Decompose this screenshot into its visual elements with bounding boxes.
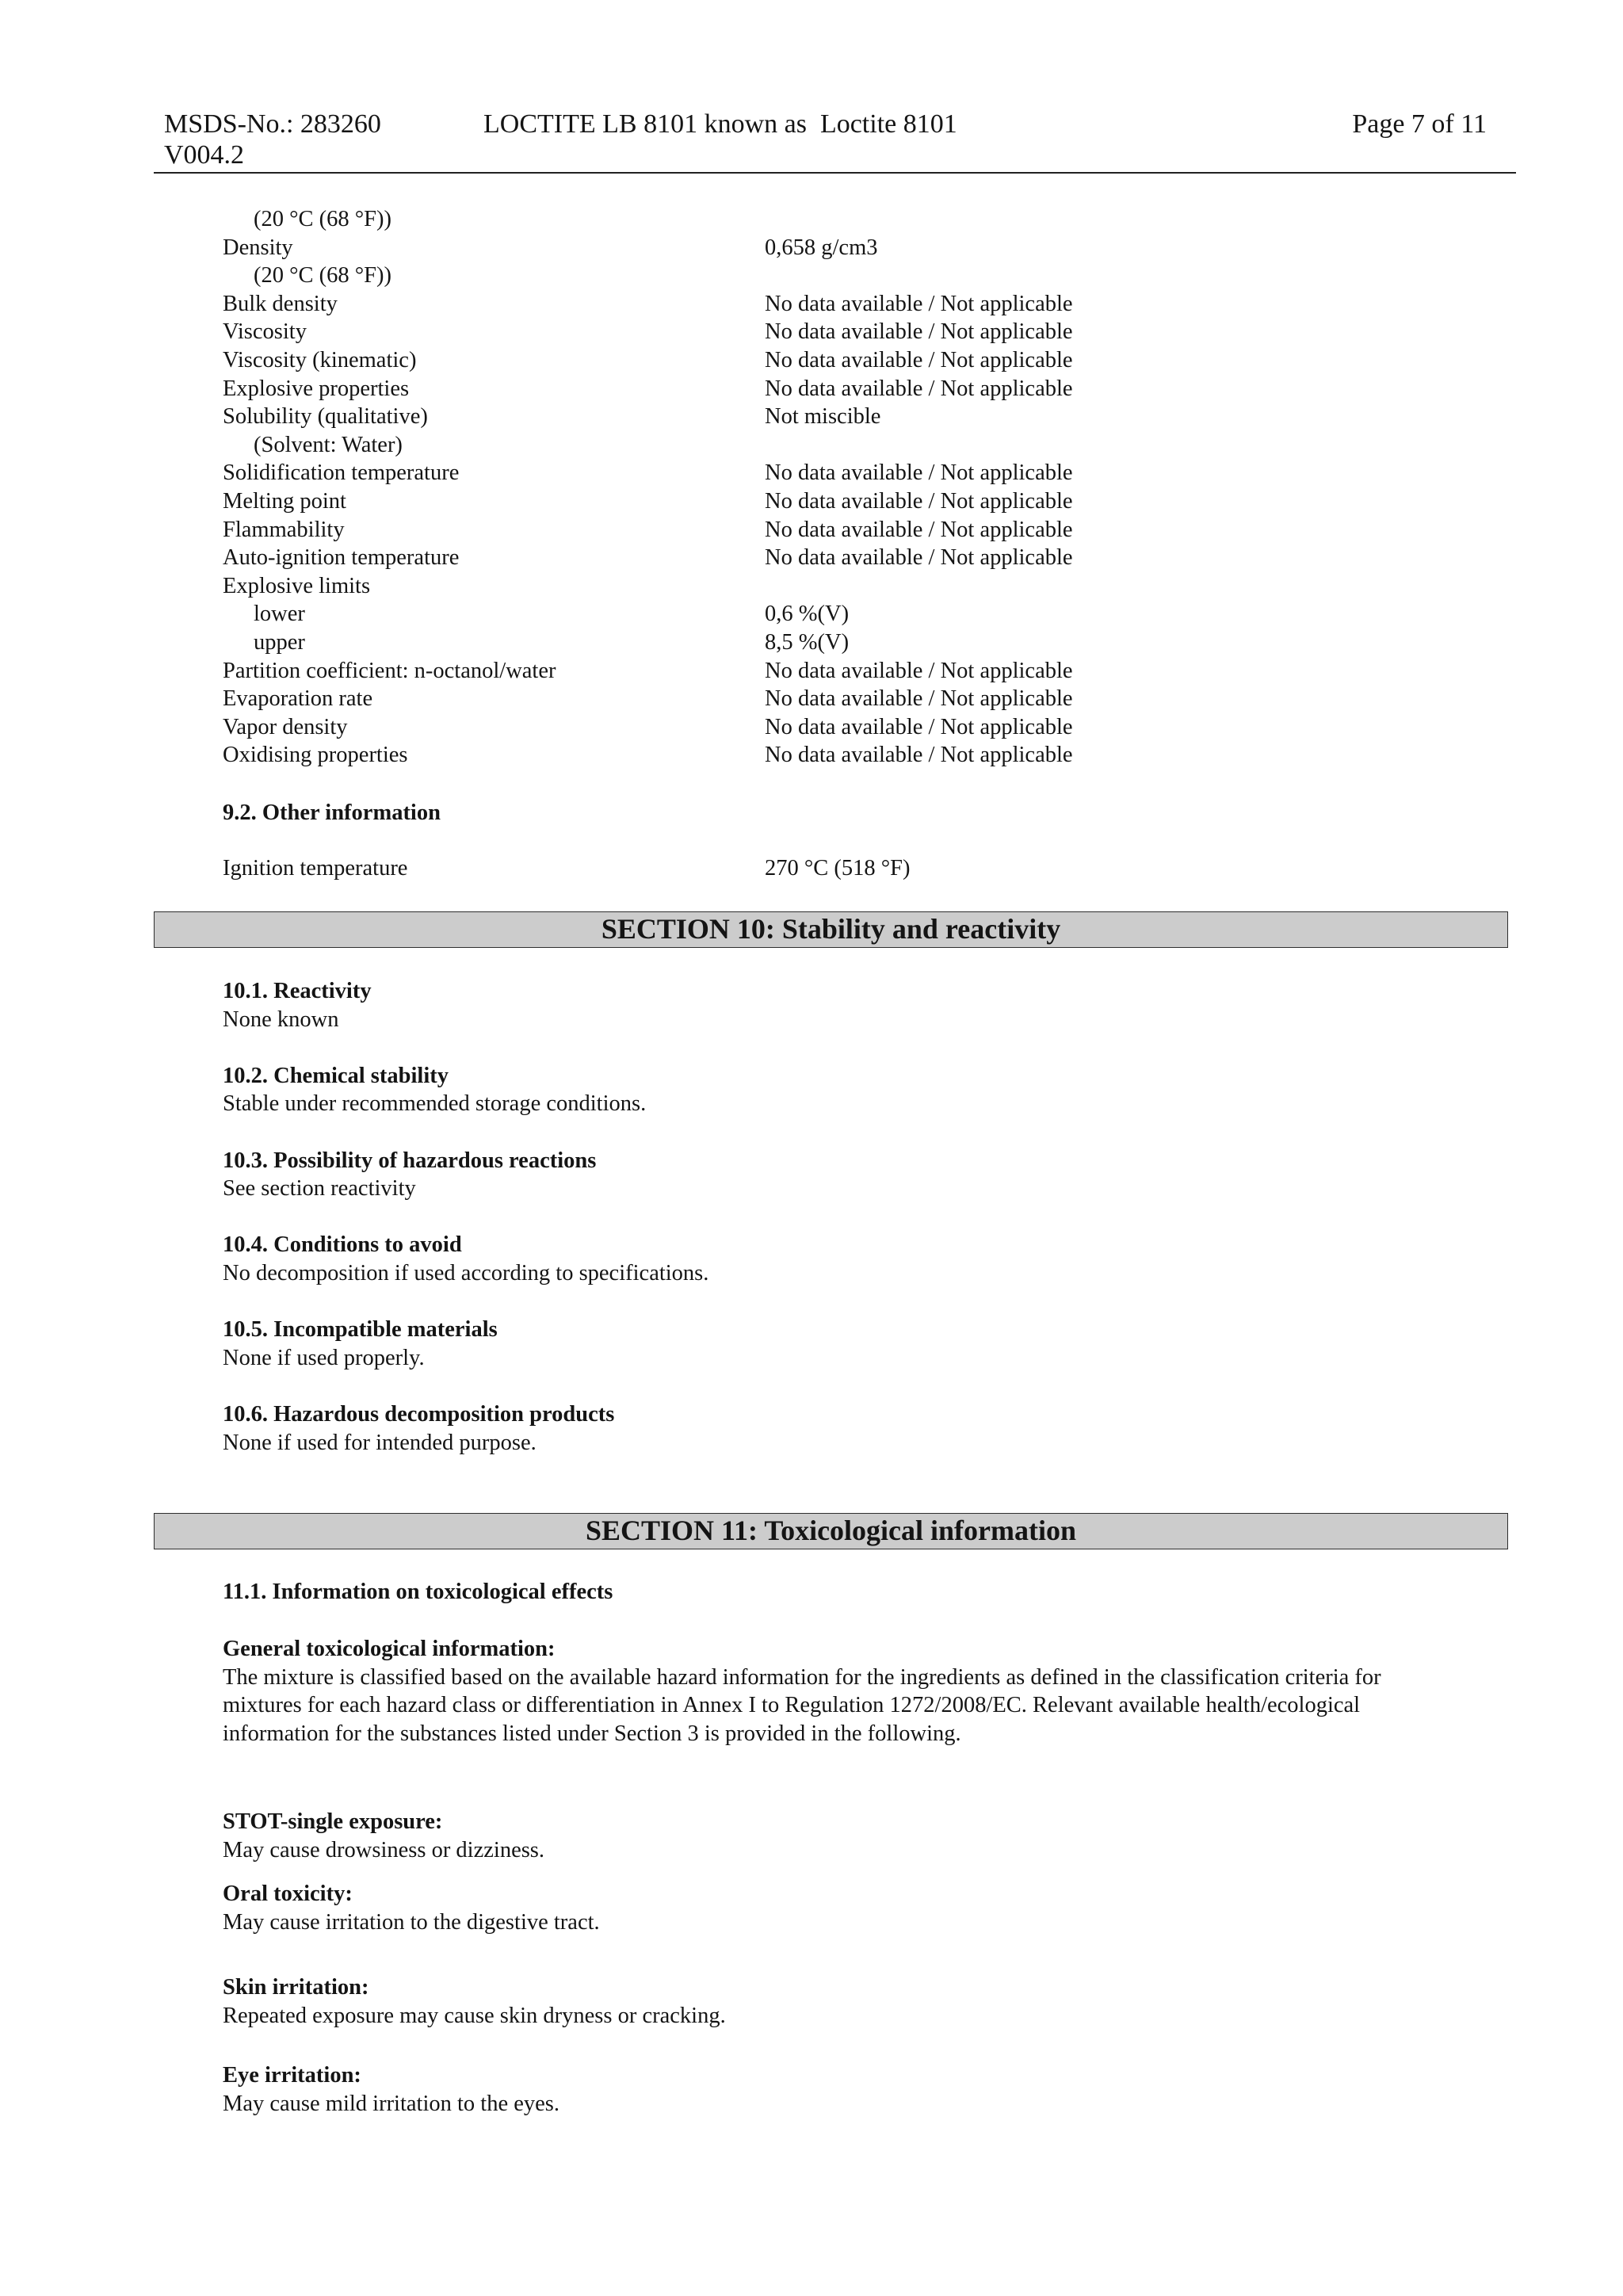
subsection-heading: Skin irritation: xyxy=(223,1975,369,2000)
eye-irritation xyxy=(223,2061,559,2118)
property-row xyxy=(0,262,1623,290)
property-value: No data available / Not applicable xyxy=(765,460,1073,486)
subsection-heading: 10.3. Possibility of hazardous reactions xyxy=(223,1148,597,1173)
subsection-body: None known xyxy=(223,1007,339,1032)
property-row xyxy=(0,572,1623,601)
property-value: No data available / Not applicable xyxy=(765,291,1073,316)
property-value: 8,5 %(V) xyxy=(765,629,850,655)
paragraph-line: information for the substances listed under Section 3 is provided in the following. xyxy=(223,1721,961,1746)
subsection-body: Stable under recommended storage conditions. xyxy=(223,1091,647,1117)
property-value: No data available / Not applicable xyxy=(765,319,1073,345)
property-label: Partition coefficient: n-octanol/water xyxy=(223,658,556,683)
subsection-body: Repeated exposure may cause skin dryness or cracking. xyxy=(223,2003,726,2028)
property-value: No data available / Not applicable xyxy=(765,545,1073,571)
subsection-body: May cause irritation to the digestive tract. xyxy=(223,1909,600,1935)
section-title: SECTION 10: Stability and reactivity xyxy=(601,913,1061,945)
subsection xyxy=(223,1147,708,1203)
property-value: 0,658 g/cm3 xyxy=(765,235,878,260)
subsection xyxy=(223,1062,708,1118)
property-row xyxy=(0,487,1623,516)
subsection-heading: 10.2. Chemical stability xyxy=(223,1063,449,1088)
property-label: Vapor density xyxy=(223,714,348,739)
property-row xyxy=(0,657,1623,686)
property-label: upper xyxy=(254,629,305,655)
document-version: V004.2 xyxy=(164,140,245,170)
subsection-body: May cause mild irritation to the eyes. xyxy=(223,2091,560,2116)
general-toxicological-information xyxy=(223,1635,1381,1748)
property-row xyxy=(0,375,1623,403)
property-row xyxy=(0,628,1623,657)
property-row xyxy=(0,741,1623,770)
property-value: No data available / Not applicable xyxy=(765,714,1073,739)
subsection-body: None if used for intended purpose. xyxy=(223,1430,537,1455)
oral-toxicity xyxy=(223,1880,600,1936)
property-label: (20 °C (68 °F)) xyxy=(254,207,391,231)
property-row xyxy=(0,685,1623,713)
property-row xyxy=(0,318,1623,346)
subsection-heading: General toxicological information: xyxy=(223,1637,556,1661)
property-value: No data available / Not applicable xyxy=(765,743,1073,768)
subsection xyxy=(223,1400,708,1457)
property-label: Ignition temperature xyxy=(223,856,408,881)
property-row xyxy=(0,600,1623,628)
property-value: No data available / Not applicable xyxy=(765,488,1073,514)
section-title: SECTION 11: Toxicological information xyxy=(585,1515,1077,1546)
skin-irritation xyxy=(223,1973,726,2030)
subsection xyxy=(223,977,708,1033)
property-label: Flammability xyxy=(223,517,345,542)
property-label: (Solvent: Water) xyxy=(254,432,403,457)
subsection-heading: 10.5. Incompatible materials xyxy=(223,1317,498,1343)
property-label: Melting point xyxy=(223,488,346,514)
property-label: (20 °C (68 °F)) xyxy=(254,263,391,288)
property-label: Explosive properties xyxy=(223,376,410,401)
subsection xyxy=(223,1231,708,1287)
subsection-heading: 11.1. Information on toxicological effects xyxy=(223,1580,613,1604)
subsection-heading: 10.1. Reactivity xyxy=(223,979,372,1003)
property-value: Not miscible xyxy=(765,404,881,430)
subsection-heading: Oral toxicity: xyxy=(223,1881,353,1906)
subsection-heading: 10.4. Conditions to avoid xyxy=(223,1232,462,1258)
property-value: No data available / Not applicable xyxy=(765,376,1073,401)
property-row xyxy=(0,290,1623,319)
paragraph-line: mixtures for each hazard class or differentiation in Annex I to Regulation 1272/2008/EC. Relevant available health/ecological xyxy=(223,1693,1361,1718)
subsection-heading: Eye irritation: xyxy=(223,2063,361,2088)
property-value: No data available / Not applicable xyxy=(765,686,1073,712)
property-row xyxy=(0,459,1623,487)
product-name: LOCTITE LB 8101 known as Loctite 8101 xyxy=(483,109,957,139)
properties-table xyxy=(0,205,1623,770)
property-label: Solidification temperature xyxy=(223,460,460,486)
property-label: Viscosity xyxy=(223,319,307,345)
subsection-body: No decomposition if used according to specifications. xyxy=(223,1260,709,1286)
subsection-heading: 10.6. Hazardous decomposition products xyxy=(223,1401,615,1427)
section-11-header xyxy=(154,1513,1508,1549)
property-label: Viscosity (kinematic) xyxy=(223,347,417,372)
msds-number: MSDS-No.: 283260 xyxy=(164,109,381,139)
property-label: Density xyxy=(223,235,293,260)
property-row xyxy=(0,234,1623,262)
property-label: Explosive limits xyxy=(223,573,371,598)
other-information-heading: 9.2. Other information xyxy=(223,800,441,825)
subsection xyxy=(223,1316,708,1372)
property-value: 270 °C (518 °F) xyxy=(765,856,911,881)
subsection-body: None if used properly. xyxy=(223,1345,425,1370)
property-row xyxy=(0,854,1623,883)
property-row xyxy=(0,403,1623,431)
property-row xyxy=(0,516,1623,544)
subsection-body: May cause drowsiness or dizziness. xyxy=(223,1837,545,1862)
property-value: No data available / Not applicable xyxy=(765,517,1073,542)
paragraph-line: The mixture is classified based on the available hazard information for the ingredients as defined in the classification criteria for xyxy=(223,1664,1381,1690)
header-divider xyxy=(154,172,1516,174)
property-row xyxy=(0,544,1623,572)
page-number: Page 7 of 11 xyxy=(1352,109,1487,139)
stot-single-exposure xyxy=(223,1808,544,1864)
property-value: No data available / Not applicable xyxy=(765,658,1073,683)
property-label: lower xyxy=(254,602,305,627)
property-row xyxy=(0,431,1623,460)
property-value: 0,6 %(V) xyxy=(765,602,850,627)
property-label: Bulk density xyxy=(223,291,338,316)
property-label: Solubility (qualitative) xyxy=(223,404,428,430)
property-label: Auto-ignition temperature xyxy=(223,545,460,571)
property-row xyxy=(0,205,1623,234)
subsection-body: See section reactivity xyxy=(223,1176,416,1201)
property-row xyxy=(0,346,1623,375)
subsection-heading: STOT-single exposure: xyxy=(223,1809,443,1834)
property-label: Oxidising properties xyxy=(223,743,408,768)
property-row xyxy=(0,713,1623,742)
property-label: Evaporation rate xyxy=(223,686,373,712)
section-10-content xyxy=(223,977,708,1485)
property-value: No data available / Not applicable xyxy=(765,347,1073,372)
section-10-header xyxy=(154,911,1508,948)
